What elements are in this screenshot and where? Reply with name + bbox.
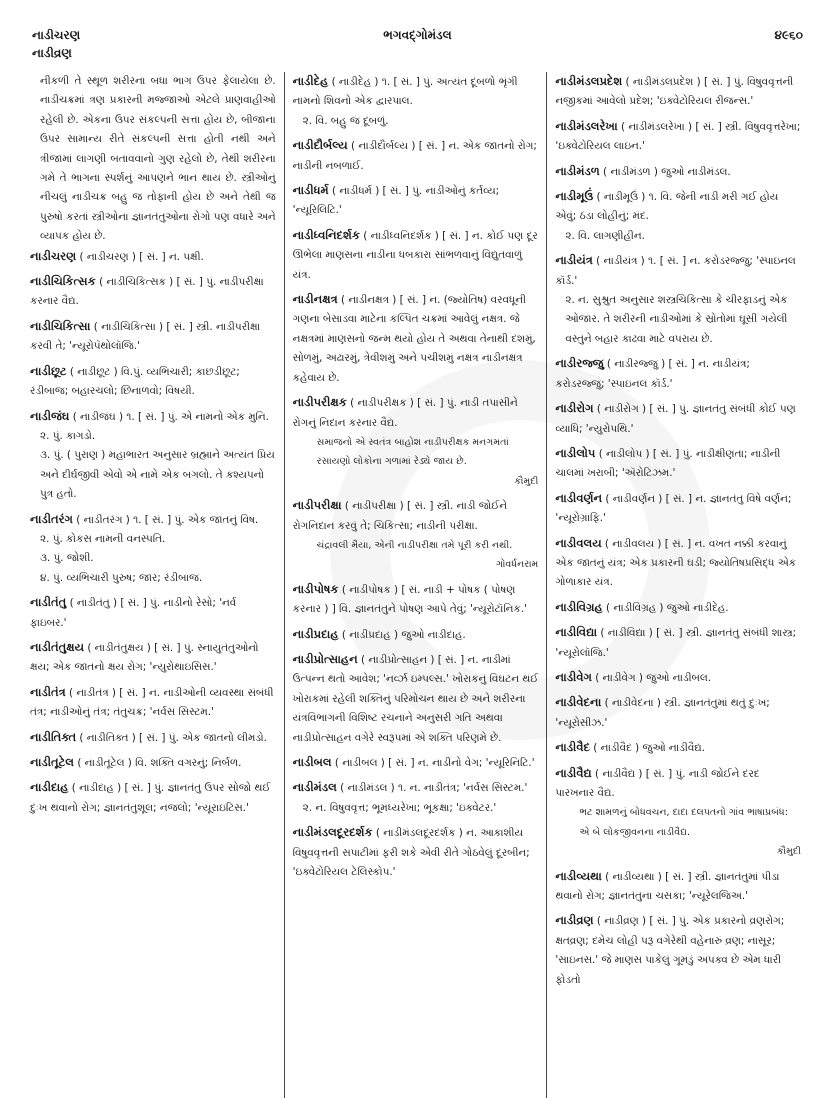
definition: ( નાડીવેદના ) સ્ત્રી. જ્ઞાનતંતુમાં થતું દુઃખ; 'ન્યૂરોસીઝ.' [555,697,770,729]
headword: નાડીતિક્ત [30,729,77,744]
headword: નાડીચિકિત્સક [30,274,96,289]
definition: ( નાડીદેહ ) ૧. [ સં. ] પું. અત્યંત દૂબળો ભૃંગી નામનો શિવનો એક દ્વારપાલ. [292,76,518,108]
dictionary-entry [30,778,276,818]
column-left [30,72,284,1098]
definition: ( નાડીવિદ્યા ) [ સં. ] સ્ત્રી. જ્ઞાનતંતુ સંબંધી શાસ્ત્ર; 'ન્યૂરોલૉજિ.' [555,627,797,659]
headword: નાડીદેહ [292,74,329,88]
headword: નાડીબલ [292,755,332,769]
dictionary-entry [30,272,276,312]
dictionary-entry [293,181,539,221]
definition: ( નાડીમંડલદૂરદર્શક ) ન. આકાશીય વિષુવવૃત્તની સપાટીમાં ફરી શકે એવી રીતે ગોઠવેલું દૂરબીન; 'ઇક્વેટોરિયલ ટેલિસ્કોપ.' [292,827,530,879]
headword: નાડીતંતુક્ષય [30,639,85,654]
definition: ( નાડીપ્રદાહ ) જુઓ નાડીદાહ. [341,628,466,641]
definition: ( નાડીચરણ ) [ સં. ] ન. પક્ષી. [79,250,204,263]
definition: ( નાડીબલ ) [ સં. ] ન. નાડીનો વેગ; 'ન્યૂરિનિટિ.' [334,757,535,769]
definition: ( નાડીમૂઉં ) ૧. વિ. જેની નાડી મરી ગઈ હોય એવું; ઠંડા લોહીનું; મંદ. [555,191,779,223]
definition: ( નાડીમંડળ ) જુઓ નાડીમંડલ. [603,165,731,178]
headword: નાડીમંડલપ્રદેશ [555,74,623,88]
dictionary-entry [293,650,539,748]
dictionary-entry [30,247,276,267]
dictionary-entry [555,162,801,182]
headword: નાડીપોષક [292,581,339,596]
definition: ( નાડીપોષક ) [ સં. નાડી + પોષક ( પોષણ કરનાર ) ] વિ. જ્ઞાનતંતુને પોષણ આપે તેવું; 'ન્યૂરોટૉનિક.' [292,583,527,616]
definition: ( નાડીલોપ ) [ સં. ] પું. નાડીક્ષીણતા; નાડીની ચાલમાં ખરાબી; 'ઍરોટિઝમ.' [555,447,781,480]
definition: ( નાડીવૈદ્ય ) [ સં. ] પું. નાડી જોઈને દરદ પારખનાર વૈદ્ય. [555,767,760,799]
dictionary-entry [555,764,801,862]
column-right [547,72,809,1098]
headword: નાડીવેગ [555,669,592,684]
definition: ( નાડીવિગ્રહ ) જુઓ નાડીદેહ. [605,601,729,614]
dictionary-entry [555,117,801,157]
dictionary-entry [30,683,276,723]
quote-source: કૌમુદી [514,475,539,487]
definition: ( નાડીપ્રોત્સાહન ) [ સં. ] ન. નાડીમાં ઉત્પન્ન થતો આવેશ; 'નર્વ્ઝ ઇમ્પલ્સ.' ખોરાકનું વિઘટન થઈ ખોરાકમાં રહેલી શક્તિનું પરિમોચન થાય છે અને શરીરના યંત્રવિભાગની વિશિષ્ટ રચનાને અનુસરી ગતિ અથવા નાડીપ્રોત્સાહન વગેરે સ્વરૂપમાં એ શક્તિ પરિણમે છે. [292,653,539,744]
dictionary-entry [293,226,539,285]
definition: ( નાડીમંડલરેખા ) [ સં. ] સ્ત્રી. વિષુવવૃત્તરેખા; 'ઇક્વેટોરિયલ લાઇન.' [555,120,801,153]
dictionary-entry [30,407,276,505]
dictionary-entry [293,72,539,131]
headword: નાડીનક્ષત્ર [292,292,338,307]
headword: નાડીરજ્જુ [555,356,604,371]
dictionary-entry [555,187,801,246]
definition: ( નાડીતિક્ત ) [ સં. ] પું. એક જાતનો લીમડો. [79,731,267,744]
guide-word-last: નાડીવ્રણ [32,46,72,60]
sub-sense: ૨. પું. કોકસ નામની વનસ્પતિ. [40,532,166,545]
definition: ( નાડીમંડલપ્રદેશ ) [ સં. ] પું. વિષુવવૃત્તની નજીકમાં આવેલો પ્રદેશ; 'ઇક્વેટોરિયલ રીજન્સ.' [555,76,794,108]
dictionary-entry [555,693,801,733]
definition: ( નાડીરોગ ) [ સં. ] પું. જ્ઞાનતંતુ સંબંધી કોઈ પણ વ્યાધિ; 'ન્યુરોપથિ.' [555,403,796,435]
dictionary-entry [293,823,539,882]
dictionary-entry [30,753,276,773]
headword: નાડીપરીક્ષા [292,498,342,513]
headword: નાડીદાહ [30,780,69,795]
headword: નાડીયંત્ર [555,253,593,268]
headword: નાડીચરણ [30,248,77,263]
headword: નાડીવર્ણન [555,490,603,505]
headword: નાડીચિકિત્સા [30,318,91,333]
dictionary-entry [30,362,276,402]
definition: ( નાડીદાહ ) [ સં. ] પું. જ્ઞાનતંતુ ઉપર સોજો થઈ દુઃખ થવાનો રોગ; જ્ઞાનતંતુશૂલ; નજલો; 'ન્યૂરાઇટિસ.' [30,782,271,814]
dictionary-entry [293,136,539,176]
definition: ( નાડીચિકિત્સા ) [ સં. ] સ્ત્રી. નાડીપરીક્ષા કરવી તે; 'ન્યૂરોપૅથોલૉજિ.' [30,320,261,353]
dictionary-entry [293,580,539,620]
definition: ( નાડીવ્યથા ) [ સં. ] સ્ત્રી. જ્ઞાનતંતુમાં પીડા થવાનો રોગ; જ્ઞાનતંતુના ચસકા; 'ન્યૂરેલજિઅ.' [555,870,780,903]
sub-sense: ૩. પું. ( પુરાણ ) મહાભારત અનુસાર બ્રહ્માને અત્યંત પ્રિય અને દીર્ઘજીવી એવો એ નામે એક બગલો. તે કશ્યપનો પુત્ર હતો. [40,449,275,501]
headword: નાડીમંડલદૂરદર્શક [292,825,373,840]
definition: ( નાડીતરંગ ) ૧. [ સં. ] પું. એક જાતનું વિષ. [76,513,259,526]
dictionary-entry [30,638,276,678]
usage-quote: ભટ શામળનું બોધવચન, દાદા દલપતનો ગાંવ ભાષાપ્રબંધ: એ બે લોકજીવનના નાડીવૈદ્ય. [579,807,788,838]
dictionary-entry [555,72,801,112]
headword: નાડીપ્રદાહ [292,626,339,641]
guide-word-first: નાડીચરણ [32,28,81,42]
dictionary-entry [293,753,539,773]
definition: ( નાડીપરીક્ષા ) [ સં. ] સ્ત્રી. નાડી જોઈને રોગનિદાન કરવું તે; ચિકિત્સા; નાડીની પરીક્ષા. [292,500,508,532]
sub-sense: ૨. વિ. બહુ જ દૂબળું. [302,114,389,127]
dictionary-entry [555,867,801,907]
dictionary-entry [30,510,276,589]
dictionary-entry [293,393,539,491]
dictionary-entry [555,489,801,529]
definition: ( નાડીધર્મ ) [ સં. ] પું. નાડીઓનું કર્તવ્ય; 'ન્યૂરિલિટિ.' [292,185,500,217]
headword: નાડીતૂટેલ [30,755,74,769]
headword: નાડીતંતુ [30,595,67,610]
dictionary-entry [555,354,801,394]
headword: નાડીવિદ્યા [555,625,598,640]
definition: ( નાડીછૂટ ) વિ.પું. વ્યભિચારી; કાછડીછૂટ; રંડીબાજ; બહારચલો; છિનાળવો; વિષયી. [30,365,240,398]
definition: ( નાડીદૌર્બલ્ય ) [ સં. ] ન. એક જાતનો રોગ; નાડીની નબળાઈ. [292,140,537,172]
quote-source: ગોવર્ધનરામ [495,559,539,571]
headword: નાડીતંત્ર [30,684,66,699]
headword: નાડીમૂઉં [555,189,594,204]
definition: ( નાડીવર્ણન ) [ સં. ] ન. જ્ઞાનતંતુ વિષે વર્ણન; 'ન્યૂરોગ્રાફિ.' [555,492,792,525]
definition: ( નાડીતૂટેલ ) વિ. શક્તિ વગરનું; નિર્બળ. [77,757,242,769]
page-header [32,28,803,60]
sub-sense: ૪. પું. વ્યભિચારી પુરુષ; જાર; રંડીબાજ. [40,571,203,584]
headword: નાડીવલય [555,535,602,550]
dictionary-entry [555,399,801,439]
dictionary-entry [555,534,801,593]
definition: ( નાડીયંત્ર ) ૧. [ સં. ] ન. કરોડરજ્જુ; 'સ્પાઇનલ કૉર્ડ.' [555,255,796,287]
dictionary-entry [293,778,539,818]
headword: નાડીપ્રોત્સાહન [292,651,358,666]
definition: ( નાડીધ્વનિદર્શક ) [ સં. ] ન. કોઈ પણ દૂર ઊભેલા માણસના નાડીના ધબકારા સાંભળવાનું વિદ્યુતવાળું યંત્ર. [292,229,538,281]
headword: નાડીવિગ્રહ [555,599,603,614]
page-number: ૪૯૬૦ [774,28,803,42]
column-middle [284,72,548,1098]
usage-quote: સમાજનો એ સ્વતંત્ર બાહોશ નાડીપરીક્ષક મનગમતાં રસાયણો લોકોના ગળામાં રેડ્યે જાય છે. [316,436,509,468]
definition: ( નાડીતંતુ ) [ સં. ] પું. નાડીનો રેસો; 'નર્વ ફાઇબર.' [30,597,237,629]
headword: નાડીમંડલરેખા [555,118,618,133]
headword: નાડીલોપ [555,445,596,460]
dictionary-entry [555,668,801,688]
sub-sense: ૨. પું. કાગડો. [40,429,96,442]
headword: નાડીમંડળ [555,163,600,178]
headword: નાડીજંઘ [30,408,70,423]
sub-sense: ૩. પું. જોશી. [40,552,94,565]
dictionary-entry [293,625,539,645]
definition: ( નાડીતંત્ર ) [ સં. ] ન. નાડીઓની વ્યવસ્થા સંબંધી તંત્ર; નાડીઓનું તંત્ર; તંતુચક્ર; 'નર્વસ સિસ્ટમ.' [30,686,274,719]
headword: નાડીપરીક્ષક [292,395,347,410]
continuation-text: નીકળી તે સ્થૂળ શરીરના બધા ભાગ ઉપર ફેલાયેલા છે. નાડીચક્રમાં ત્રણ પ્રકારની મજ્જાઓ એટલે પ્રાણવાહીઓ રહેલી છે. એકના ઉપર સંકલ્પની સત્તા હોય છે, બીજાના ઉપર સામાન્ય રીતે સંકલ્પની સત્તા હોતી નથી અને ત્રીજામાં લાગણી બતાવવાનો ગુણ રહેલો છે, તેથી શરીરના ગમે તે ભાગના સ્પર્શનું આપણને ભાન થાય છે. સ્ત્રીઓનું નીચલું નાડીચક્ર બહુ જ તોફાની હોય છે અને તેથી જ પુરુષો કરતાં સ્ત્રીઓના જ્ઞાનતંતુઓના રોગો પણ વધારે અને વ્યાપક હોય છે. [40,75,276,243]
dictionary-columns [30,72,809,1098]
definition: ( નાડીરજ્જુ ) [ સં. ] ન. નાડીયંત્ર; કરોડરજ્જુ; 'સ્પાઇનલ કૉર્ડ.' [555,358,750,390]
dictionary-entry [555,738,801,758]
headword: નાડીવૈદ્ય [555,765,592,780]
dictionary-entry [555,911,801,990]
headword: નાડીમંડલ [292,780,337,795]
headword: નાડીછૂટ [30,363,67,378]
dictionary-entry [293,290,539,388]
definition: ( નાડીજંઘ ) ૧. [ સં. ] પું. એ નામનો એક મુનિ. [72,410,269,423]
headword: નાડીવૈદ [555,740,590,755]
definition: ( નાડીતંતુક્ષય ) [ સં. ] પું. સ્નાયુતંતુઓનો ક્ષય; એક જાતનો ક્ષય રોગ; 'ન્યુરોથાઇસિસ.' [30,641,259,674]
dictionary-entry [293,496,539,575]
dictionary-entry [555,598,801,618]
headword: નાડીવ્યથા [555,868,602,883]
sub-sense: ૨. ન. સુશ્રુત અનુસાર શસ્ત્રચિકિત્સા કે ચીરફાડનું એક ઓજાર. તે શરીરની નાડીઓમાં કે સ્રોતોમાં ઘૂસી ગયેલી વસ્તુને બહાર કાઢવા માટે વપરાય છે. [565,294,788,345]
definition: ( નાડીમંડલ ) ૧. ન. નાડીતંત્ર; 'નર્વસ સિસ્ટમ.' [340,782,528,795]
definition: ( નાડીચિકિત્સક ) [ સં. ] પું. નાડીપરીક્ષા કરનાર વૈદ્ય. [30,276,264,308]
headword: નાડીતરંગ [30,511,73,526]
headword: નાડીધર્મ [292,183,329,198]
definition: ( નાડીનક્ષત્ર ) [ સં. ] ન. (જ્યોતિષ) વરવધૂની ગણના બેસાડવા માટેના કલ્પિત ચક્રમાં આવેલું નક્ષત્ર. જે નક્ષત્રમાં માણસનો જન્મ થયો હોય તે અથવા તેનાથી દશમું, સોળમું, અઢારમું, ત્રેવીશમું અને પચીશમું નક્ષત્ર નાડીનક્ષત્ર કહેવાય છે. [292,294,536,384]
definition: ( નાડીવેગ ) જુઓ નાડીબલ. [595,671,712,684]
headword: નાડીરોગ [555,401,594,416]
dictionary-entry [30,728,276,748]
definition: ( નાડીપરીક્ષક ) [ સં. ] પું. નાડી તપાસીને રોગનું નિદાન કરનાર વૈદ્ય. [292,397,518,429]
book-title: ભગવદ્ગોમંડલ [383,28,452,42]
definition: ( નાડીવૈદ ) જુઓ નાડીવૈદ્ય. [593,742,705,755]
headword: નાડીધ્વનિદર્શક [292,227,360,242]
dictionary-entry [555,444,801,484]
dictionary-entry [30,593,276,633]
dictionary-entry [30,317,276,357]
dictionary-entry [555,623,801,663]
dictionary-entry [555,251,801,349]
quote-source: કૌમુદી [776,846,802,858]
headword: નાડીવ્રણ [555,913,594,928]
headword: નાડીદૌર્બલ્ય [292,138,348,153]
sub-sense: ૨. ન. વિષુવવૃત્ત; ભૂમધ્યરેખા; ભૂકક્ષા; 'ઇક્વેટર.' [302,801,497,814]
definition: ( નાડીવ્રણ ) [ સં. ] પું. એક પ્રકારનો વ્રણરોગ; ક્ષતવ્રણ; દમેચ લોહી પરૂ વગેરેથી વહેનારું વ્રણ; નાસૂર; 'સાઇનસ.' જે માણસ પાકેલું ગૂમડું અપક્વ છે એમ ધારી ફોડતો [555,915,785,986]
headword: નાડીવેદના [555,695,602,710]
usage-quote: ચંદ્રાવલી મૈયા, એની નાડીપરીક્ષા તમે પૂરી કરી નથી. [316,539,513,551]
definition: ( નાડીવલય ) [ સં. ] ન. વખત નક્કી કરવાનું એક જાતનું યંત્ર; એક પ્રકારની ઘડી; જ્યોતિષપ્રસિદ્ધ એક ગોળાકાર યંત્ર. [555,537,796,589]
sub-sense: ૨. વિ. લાગણીહીન. [565,229,645,242]
